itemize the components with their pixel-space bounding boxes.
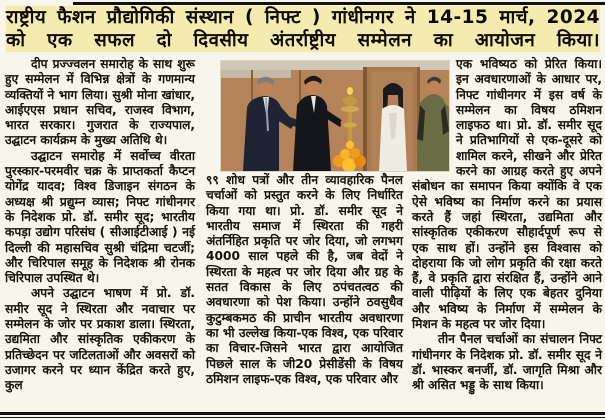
headline-line-1: राष्ट्रीय फैशन प्रौद्योगिकी संस्थान ( निफ्ट ) गांधीनगर ने 14-15 मार्च, 2024: [6, 7, 600, 28]
paragraph-research-papers: ९९ शोध पत्रों और तीन व्यावहारिक पैनल चर्चाओं को प्रस्तुत करने के लिए निर्धारित किया गया था। प्रो. डॉ. समीर सूद ने भारतीय समाज में स्थिरता की गहरी अंतर्निहित प्रकृति पर जोर दिया, जो लगभग 4000 साल पहले की है, जब वेदों ने स्थिरता के महत्व पर जोर दिया और ग्रह के सतत विकास के लिए ठपंचतत्वठ की अवधारणा को पेश किया। उन्होंने ठवसुधैव कुटुम्बकमठ की प्राचीन भारतीय अवधारणा का भी उल्लेख किया-एक विश्व, एक परिवार का विचार-जिसने भारत द्वारा आयोजित पिछले साल के जी20 प्रेसीडेंसी के विषय ठमिशन लाइफ-एक विश्व, एक परिवार और: [206, 173, 403, 386]
paragraph-lamp-ceremony: दीप प्रज्ज्वलन समारोह के साथ शुरू हुए सम्मेलन में विभिन्न क्षेत्रों के गणमान्य व्यक्तियों ने भाग लिया। सुश्री मोना खांधार, आईएएस प्रधान सचिव, राजस्व विभाग, भारत सरकार। गुजरात के राज्यपाल, उद्घाटन कार्यक्रम के मुख्य अतिथि थे।: [5, 57, 195, 148]
paragraph-dignitaries: उद्घाटन समारोह में सर्वोच्च वीरता पुरस्कार-परमवीर चक्र के प्राप्तकर्ता कैप्टन योगेंद्र यादव; विश्व डिजाइन संगठन के अध्यक्ष श्री प्रद्युम्न व्यास; निफ्ट गांधीनगर के निदेशक प्रो. डॉ. समीर सूद; भारतीय कपड़ा उद्योग परिसंघ ( सीआईटीआई ) नई दिल्ली की महासचिव सुश्री चंद्रिमा चटर्जी; और चिरिपाल समूह के निदेशक श्री रोनक चिरिपाल उपस्थित थे।: [5, 148, 195, 286]
article-headline: [6, 6, 600, 52]
lamp-lighting-scene: [221, 61, 449, 171]
headline-line-2: को एक सफल दो दिवसीय अंतर्राष्ट्रीय सम्मेलन का आयोजन किया।: [6, 30, 600, 51]
woman-in-white: [379, 83, 407, 171]
paragraph-panel-discussions: तीन पैनल चर्चाओं का संचालन निफ्ट गांधीनगर के निदेशक प्रो. डॉ. समीर सूद ने डॉ. भास्कर बनर्जी, डॉ. जागृति मिश्रा और श्री असित भड्डु के साथ किया।: [412, 332, 602, 393]
bottom-rule-divider: [0, 412, 605, 418]
top-rule-divider: [73, 2, 605, 5]
ceremony-photo: [221, 61, 449, 171]
paragraph-mission-life: एक भविष्यठ को प्रेरित किया। इन अवधारणाओं के आधार पर, निफ्ट गांधीनगर में इस वर्ष के सम्मेलन का विषय ठमिशन लाइफठ था। प्रो. डॉ. समीर सूद ने प्रतिभागियों से एक-दूसरे को शामिल करने, सीखने और प्रेरित करने का आग्रह करते हुए अपने संबोधन का समापन किया क्योंकि वे एक ऐसे भविष्य का निर्माण करने का प्रयास करते हैं जहां स्थिरता, उद्यमिता और सांस्कृतिक एकीकरण सौहार्दपूर्ण रूप से एक साथ हों। उन्होंने इस विश्वास को दोहराया कि जो लोग प्रकृति की रक्षा करते हैं, वे प्रकृति द्वारा संरक्षित हैं, उन्होंने आने वाली पीढ़ियों के लिए एक बेहतर दुनिया और भविष्य के निर्माण में सम्मेलन के मिशन के महत्व पर जोर दिया।: [412, 57, 602, 332]
column-1: [5, 57, 195, 411]
paragraph-inaugural-speech: अपने उद्घाटन भाषण में प्रो. डॉ. समीर सूद ने स्थिरता और नवाचार पर सम्मेलन के जोर पर प्रकाश डाला। स्थिरता, उद्यमिता और सांस्कृतिक एकीकरण के प्रतिच्छेदन पर जटिलताओं और अवसरों को उजागर करने पर ध्यान केंद्रित करते हुए, कुल: [5, 286, 195, 393]
